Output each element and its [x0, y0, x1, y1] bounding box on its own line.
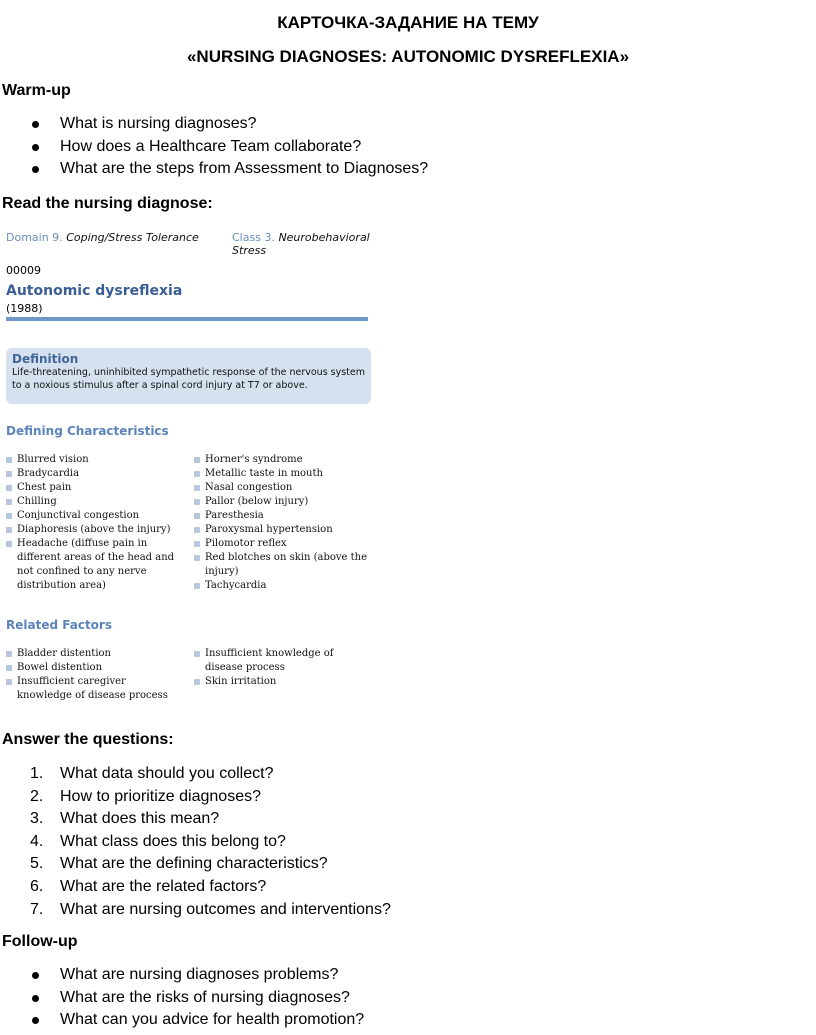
nursing-diagnosis-card — [0, 222, 380, 712]
list-item: Horner's syndrome — [194, 453, 372, 467]
related-factors-left — [6, 647, 178, 703]
square-bullet-icon — [194, 457, 200, 463]
square-bullet-icon — [194, 471, 200, 477]
followup-heading: Follow-up — [2, 933, 78, 950]
diagnosis-domain: Domain 9. Coping/Stress Tolerance — [6, 231, 199, 244]
list-item: 1. What data should you collect? — [30, 765, 274, 782]
square-bullet-icon — [194, 541, 200, 547]
square-bullet-icon — [6, 471, 12, 477]
list-item: Headache (diffuse pain in different areas of the head and not confined to any nerve distribution area) — [6, 537, 178, 593]
read-heading: Read the nursing diagnose: — [2, 195, 213, 212]
list-item: Conjunctival congestion — [6, 509, 178, 523]
diagnosis-year: (1988) — [6, 302, 43, 315]
square-bullet-icon — [194, 555, 200, 561]
list-item: 2. How to prioritize diagnoses? — [30, 787, 261, 805]
definition-box — [6, 348, 371, 404]
divider — [6, 317, 368, 321]
related-factors-title: Related Factors — [6, 618, 112, 632]
square-bullet-icon — [6, 665, 12, 671]
square-bullet-icon — [6, 651, 12, 657]
list-item: 6. What are the related factors? — [30, 877, 267, 895]
list-item: Bradycardia — [6, 467, 178, 481]
bullet-icon — [32, 1017, 39, 1024]
square-bullet-icon — [194, 679, 200, 685]
defining-characteristics-right — [194, 453, 372, 593]
square-bullet-icon — [6, 679, 12, 685]
list-item: Nasal congestion — [194, 481, 372, 495]
square-bullet-icon — [194, 513, 200, 519]
list-item: Chest pain — [6, 481, 178, 495]
square-bullet-icon — [6, 457, 12, 463]
list-item: 3. What does this mean? — [30, 810, 220, 828]
answer-questions-list — [30, 763, 391, 921]
bullet-icon — [32, 144, 39, 151]
list-item: Paroxysmal hypertension — [194, 523, 372, 537]
square-bullet-icon — [194, 527, 200, 533]
list-item: 7. What are nursing outcomes and interventions? — [30, 900, 391, 918]
page-title-line1: КАРТОЧКА-ЗАДАНИЕ НА ТЕМУ — [277, 13, 539, 32]
square-bullet-icon — [6, 485, 12, 491]
square-bullet-icon — [6, 499, 12, 505]
answer-heading: Answer the questions: — [2, 731, 174, 748]
followup-list — [30, 964, 364, 1032]
list-item: Bladder distention — [6, 647, 178, 661]
list-item: What are nursing diagnoses problems? — [30, 964, 364, 987]
diagnosis-class: Class 3. Neurobehavioral Stress — [232, 231, 370, 257]
bullet-icon — [32, 166, 39, 173]
list-item: Insufficient knowledge of disease process — [194, 647, 362, 675]
related-factors-right — [194, 647, 362, 689]
square-bullet-icon — [194, 651, 200, 657]
square-bullet-icon — [6, 541, 12, 547]
warmup-heading: Warm-up — [2, 82, 71, 99]
list-item: 4. What class does this belong to? — [30, 832, 286, 850]
diagnosis-name: Autonomic dysreflexia — [6, 283, 183, 299]
bullet-icon — [32, 972, 39, 979]
bullet-icon — [32, 995, 39, 1002]
list-item: Tachycardia — [194, 579, 372, 593]
list-item: Blurred vision — [6, 453, 178, 467]
warmup-list — [30, 113, 428, 181]
diagnosis-code: 00009 — [6, 264, 41, 277]
list-item: Insufficient caregiver knowledge of disease process — [6, 675, 178, 703]
list-item: Paresthesia — [194, 509, 372, 523]
list-item: Pilomotor reflex — [194, 537, 372, 551]
list-item: Diaphoresis (above the injury) — [6, 523, 178, 537]
definition-text: Life-threatening, uninhibited sympathetic response of the nervous system to a noxious stimulus after a spinal cord injury at T7 or above. — [12, 367, 366, 391]
square-bullet-icon — [194, 583, 200, 589]
list-item: Chilling — [6, 495, 178, 509]
page-title-line2: «NURSING DIAGNOSES: AUTONOMIC DYSREFLEXIA» — [186, 47, 630, 66]
defining-characteristics-left — [6, 453, 178, 593]
list-item: Skin irritation — [194, 675, 362, 689]
square-bullet-icon — [6, 527, 12, 533]
list-item: 5. What are the defining characteristics? — [30, 855, 328, 873]
list-item: Red blotches on skin (above the injury) — [194, 551, 372, 579]
list-item: Metallic taste in mouth — [194, 467, 372, 481]
list-item: Pallor (below injury) — [194, 495, 372, 509]
list-item: What can you advice for health promotion? — [30, 1009, 364, 1032]
list-item: Bowel distention — [6, 661, 178, 675]
list-item: What are the risks of nursing diagnoses? — [30, 987, 364, 1010]
definition-title: Definition — [12, 352, 79, 366]
list-item: What is nursing diagnoses? — [30, 113, 428, 136]
bullet-icon — [32, 121, 39, 128]
square-bullet-icon — [194, 499, 200, 505]
list-item: What are the steps from Assessment to Diagnoses? — [30, 158, 428, 181]
square-bullet-icon — [194, 485, 200, 491]
defining-characteristics-title: Defining Characteristics — [6, 424, 169, 438]
list-item: How does a Healthcare Team collaborate? — [30, 136, 428, 159]
square-bullet-icon — [6, 513, 12, 519]
